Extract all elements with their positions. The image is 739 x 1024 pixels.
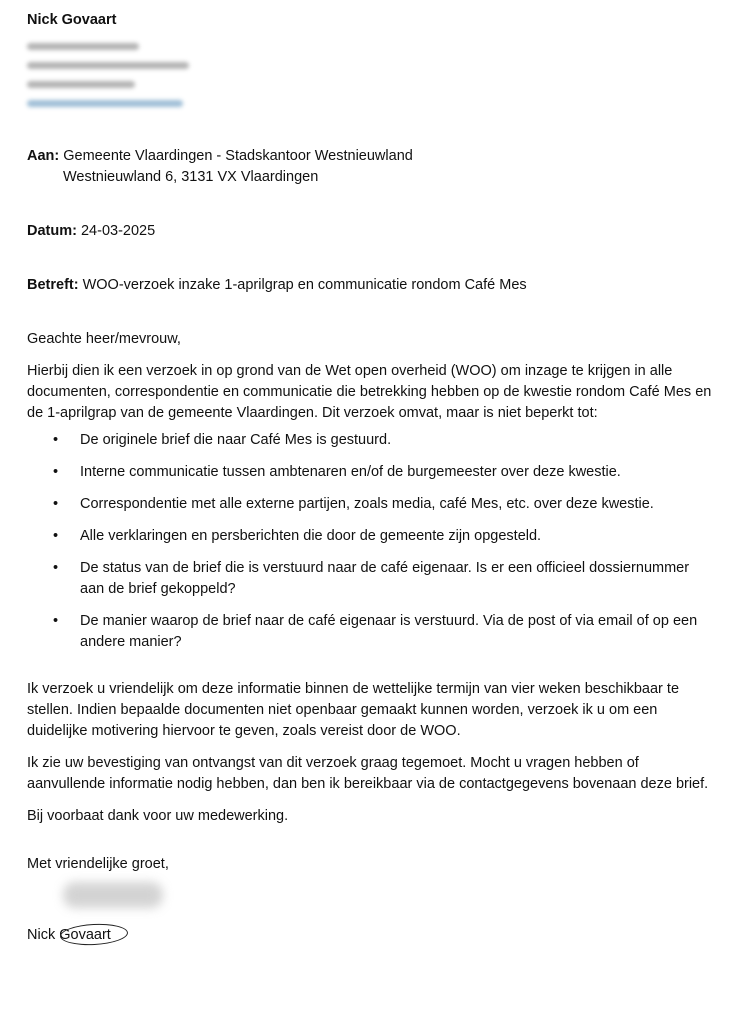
recipient-block	[27, 146, 717, 188]
date-value: 24-03-2025	[80, 223, 156, 239]
list-item-text: De status van de brief die is verstuurd naar de café eigenaar. Is er een officieel dossiernummer aan de brief gekoppeld?	[80, 560, 690, 597]
subject-value: WOO-verzoek inzake 1-aprilgrap en communicatie rondom Café Mes	[82, 277, 527, 293]
list-item-text: Interne communicatie tussen ambtenaren en/of de burgemeester over deze kwestie.	[80, 464, 621, 480]
list-item	[27, 526, 717, 547]
list-item	[27, 494, 717, 515]
recipient-name: Gemeente Vlaardingen - Stadskantoor Westnieuwland	[63, 148, 413, 164]
list-item	[27, 611, 717, 653]
list-item-text: De manier waarop de brief naar de café eigenaar is verstuurd. Via de post of via email of op een andere manier?	[80, 613, 698, 650]
bullet: •	[53, 432, 59, 448]
greeting: Geachte heer/mevrouw,	[27, 331, 181, 347]
list-item	[27, 430, 717, 451]
bullet: •	[53, 464, 59, 480]
bullet: •	[53, 560, 59, 576]
list-item-text: De originele brief die naar Café Mes is gestuurd.	[80, 432, 392, 448]
recipient-line-1	[27, 146, 717, 167]
date-label: Datum:	[27, 223, 77, 239]
date-block	[27, 221, 717, 242]
signature-circle-mark	[59, 922, 128, 947]
sender-address-redacted	[27, 43, 717, 107]
redacted-line	[27, 62, 189, 69]
request-items-list	[27, 430, 717, 653]
signature-name: Nick Govaart	[27, 927, 111, 943]
subject-block	[27, 275, 717, 296]
bullet: •	[53, 528, 59, 544]
redacted-email-line	[27, 100, 183, 107]
thanks-paragraph: Bij voorbaat dank voor uw medewerking.	[27, 808, 289, 824]
list-item	[27, 462, 717, 483]
subject-label: Betreft:	[27, 277, 79, 293]
redacted-line	[27, 81, 135, 88]
term-paragraph: Ik verzoek u vriendelijk om deze informatie binnen de wettelijke termijn van vier weken beschikbaar te stellen. Indien bepaalde documenten niet openbaar gemaakt kunnen worden, verzoek ik u om een duidelijke motivering hiervoor te geven, zoals vereist door de WOO.	[27, 681, 680, 739]
bullet: •	[53, 613, 59, 629]
bullet: •	[53, 496, 59, 512]
confirmation-paragraph: Ik zie uw bevestiging van ontvangst van dit verzoek graag tegemoet. Mocht u vragen hebben of aanvullende informatie nodig hebben, dan ben ik bereikbaar via de contactgegevens bovenaan deze brief.	[27, 755, 709, 792]
letter	[27, 10, 717, 946]
closing: Met vriendelijke groet,	[27, 856, 169, 872]
list-item-text: Alle verklaringen en persberichten die door de gemeente zijn opgesteld.	[80, 528, 542, 544]
redacted-line	[27, 43, 139, 50]
list-item	[27, 558, 717, 600]
signature-name-wrapper	[27, 925, 111, 946]
intro-paragraph: Hierbij dien ik een verzoek in op grond van de Wet open overheid (WOO) om inzage te krijgen in alle documenten, correspondentie en communicatie die betrekking hebben op de kwestie rondom Café Mes en de 1-aprilgrap van de gemeente Vlaardingen. Dit verzoek omvat, maar is niet beperkt tot:	[27, 363, 712, 421]
sender-name: Nick Govaart	[27, 12, 117, 28]
recipient-label: Aan:	[27, 148, 60, 164]
list-item-text: Correspondentie met alle externe partijen, zoals media, café Mes, etc. over deze kwestie.	[80, 496, 654, 512]
redacted-signature	[63, 882, 163, 908]
recipient-address: Westnieuwland 6, 3131 VX Vlaardingen	[63, 169, 319, 185]
